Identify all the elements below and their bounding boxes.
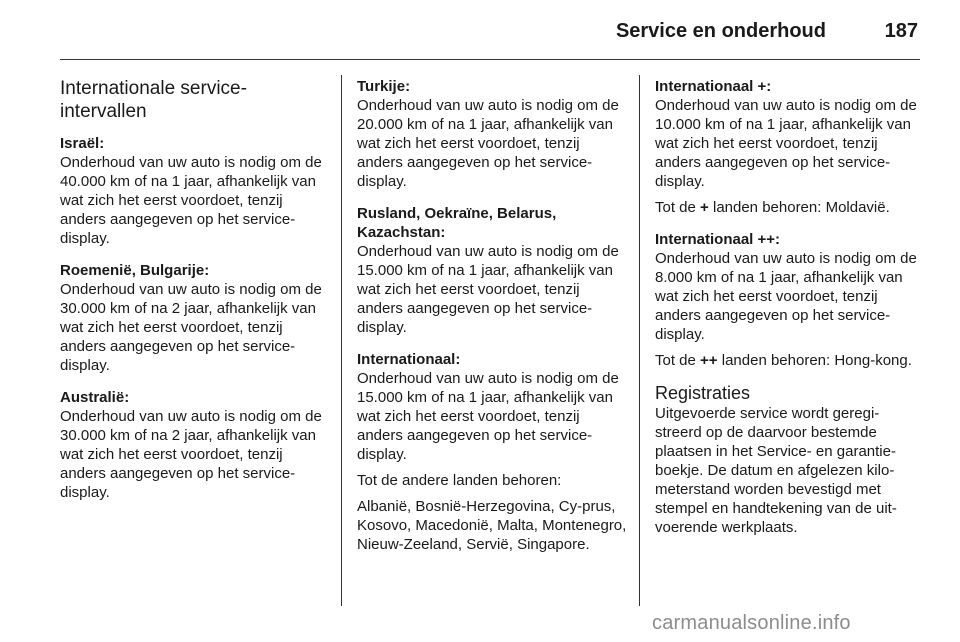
other-countries-intro: Tot de andere landen behoren: bbox=[357, 472, 562, 489]
note-suffix: landen behoren: Hong-kong. bbox=[721, 352, 912, 369]
interval-heading: Israël: bbox=[60, 135, 105, 152]
watermark: carmanualsonline.info bbox=[652, 612, 851, 634]
interval-heading: Internationaal: bbox=[357, 351, 461, 368]
interval-text: Onderhoud van uw auto is nodig om de 30.000 km of na 2 jaar, afhankelijk van wat zich het eerst voordoet, tenzij anders aangegeven op het service-display. bbox=[60, 281, 322, 374]
interval-heading: Roemenië, Bulgarije: bbox=[60, 262, 210, 279]
interval-heading: Australië: bbox=[60, 389, 130, 406]
page-header-title: Service en onderhoud bbox=[615, 20, 826, 42]
interval-international-plusplus bbox=[655, 230, 925, 344]
header-divider bbox=[60, 59, 920, 60]
interval-text: Onderhoud van uw auto is nodig om de 10.000 km of na 1 jaar, afhankelijk van wat zich het eerst voordoet, tenzij anders aangegeven op het service-display. bbox=[655, 97, 917, 190]
plusplus-countries-note bbox=[655, 351, 925, 370]
interval-russia-group bbox=[357, 204, 627, 337]
section-title-registrations: Registraties bbox=[655, 383, 751, 403]
note-prefix: Tot de bbox=[655, 352, 696, 369]
column-divider-1 bbox=[341, 75, 342, 606]
interval-text: Onderhoud van uw auto is nodig om de 15.000 km of na 1 jaar, afhankelijk van wat zich het eerst voordoet, tenzij anders aangegeven op het service-display. bbox=[357, 370, 619, 463]
note-prefix: Tot de bbox=[655, 199, 696, 216]
interval-heading: Internationaal ++: bbox=[655, 231, 781, 248]
column-3 bbox=[655, 77, 925, 537]
note-suffix: landen behoren: Moldavië. bbox=[712, 199, 890, 216]
page-number: 187 bbox=[884, 20, 918, 42]
interval-australia bbox=[60, 388, 330, 502]
column-1 bbox=[60, 77, 330, 515]
column-divider-2 bbox=[639, 75, 640, 606]
interval-text: Onderhoud van uw auto is nodig om de 20.000 km of na 1 jaar, afhankelijk van wat zich het eerst voordoet, tenzij anders aangegeven op het service-display. bbox=[357, 97, 619, 190]
interval-text: Onderhoud van uw auto is nodig om de 30.000 km of na 2 jaar, afhankelijk van wat zich het eerst voordoet, tenzij anders aangegeven op het service-display. bbox=[60, 408, 322, 501]
registrations-text: Uitgevoerde service wordt geregi-streerd op de daarvoor bestemde plaatsen in het Service- en garantie-boekje. De datum en afgelezen kilo-meterstand worden bevestigd met stempel en handtekening van de uit-voerende werkplaats. bbox=[655, 405, 897, 536]
interval-turkey bbox=[357, 77, 627, 191]
interval-israel bbox=[60, 134, 330, 248]
interval-romania-bulgaria bbox=[60, 261, 330, 375]
column-2 bbox=[357, 77, 627, 561]
interval-heading: Rusland, Oekraïne, Belarus, Kazachstan: bbox=[357, 205, 557, 241]
note-marker: + bbox=[700, 199, 709, 216]
section-title-intervals: Internationale service-intervallen bbox=[60, 78, 247, 122]
plus-countries-note bbox=[655, 198, 925, 217]
note-marker: ++ bbox=[700, 352, 718, 369]
other-countries-list: Albanië, Bosnië-Herzegovina, Cy-prus, Kosovo, Macedonië, Malta, Montenegro, Nieuw-Zeeland, Servië, Singapore. bbox=[357, 498, 627, 553]
interval-heading: Internationaal +: bbox=[655, 78, 772, 95]
interval-heading: Turkije: bbox=[357, 78, 411, 95]
interval-text: Onderhoud van uw auto is nodig om de 40.000 km of na 1 jaar, afhankelijk van wat zich het eerst voordoet, tenzij anders aangegeven op het service-display. bbox=[60, 154, 322, 247]
interval-international-plus bbox=[655, 77, 925, 191]
interval-international bbox=[357, 350, 627, 464]
interval-text: Onderhoud van uw auto is nodig om de 8.000 km of na 1 jaar, afhankelijk van wat zich het eerst voordoet, tenzij anders aangegeven op het service-display. bbox=[655, 250, 917, 343]
interval-text: Onderhoud van uw auto is nodig om de 15.000 km of na 1 jaar, afhankelijk van wat zich het eerst voordoet, tenzij anders aangegeven op het service-display. bbox=[357, 243, 619, 336]
